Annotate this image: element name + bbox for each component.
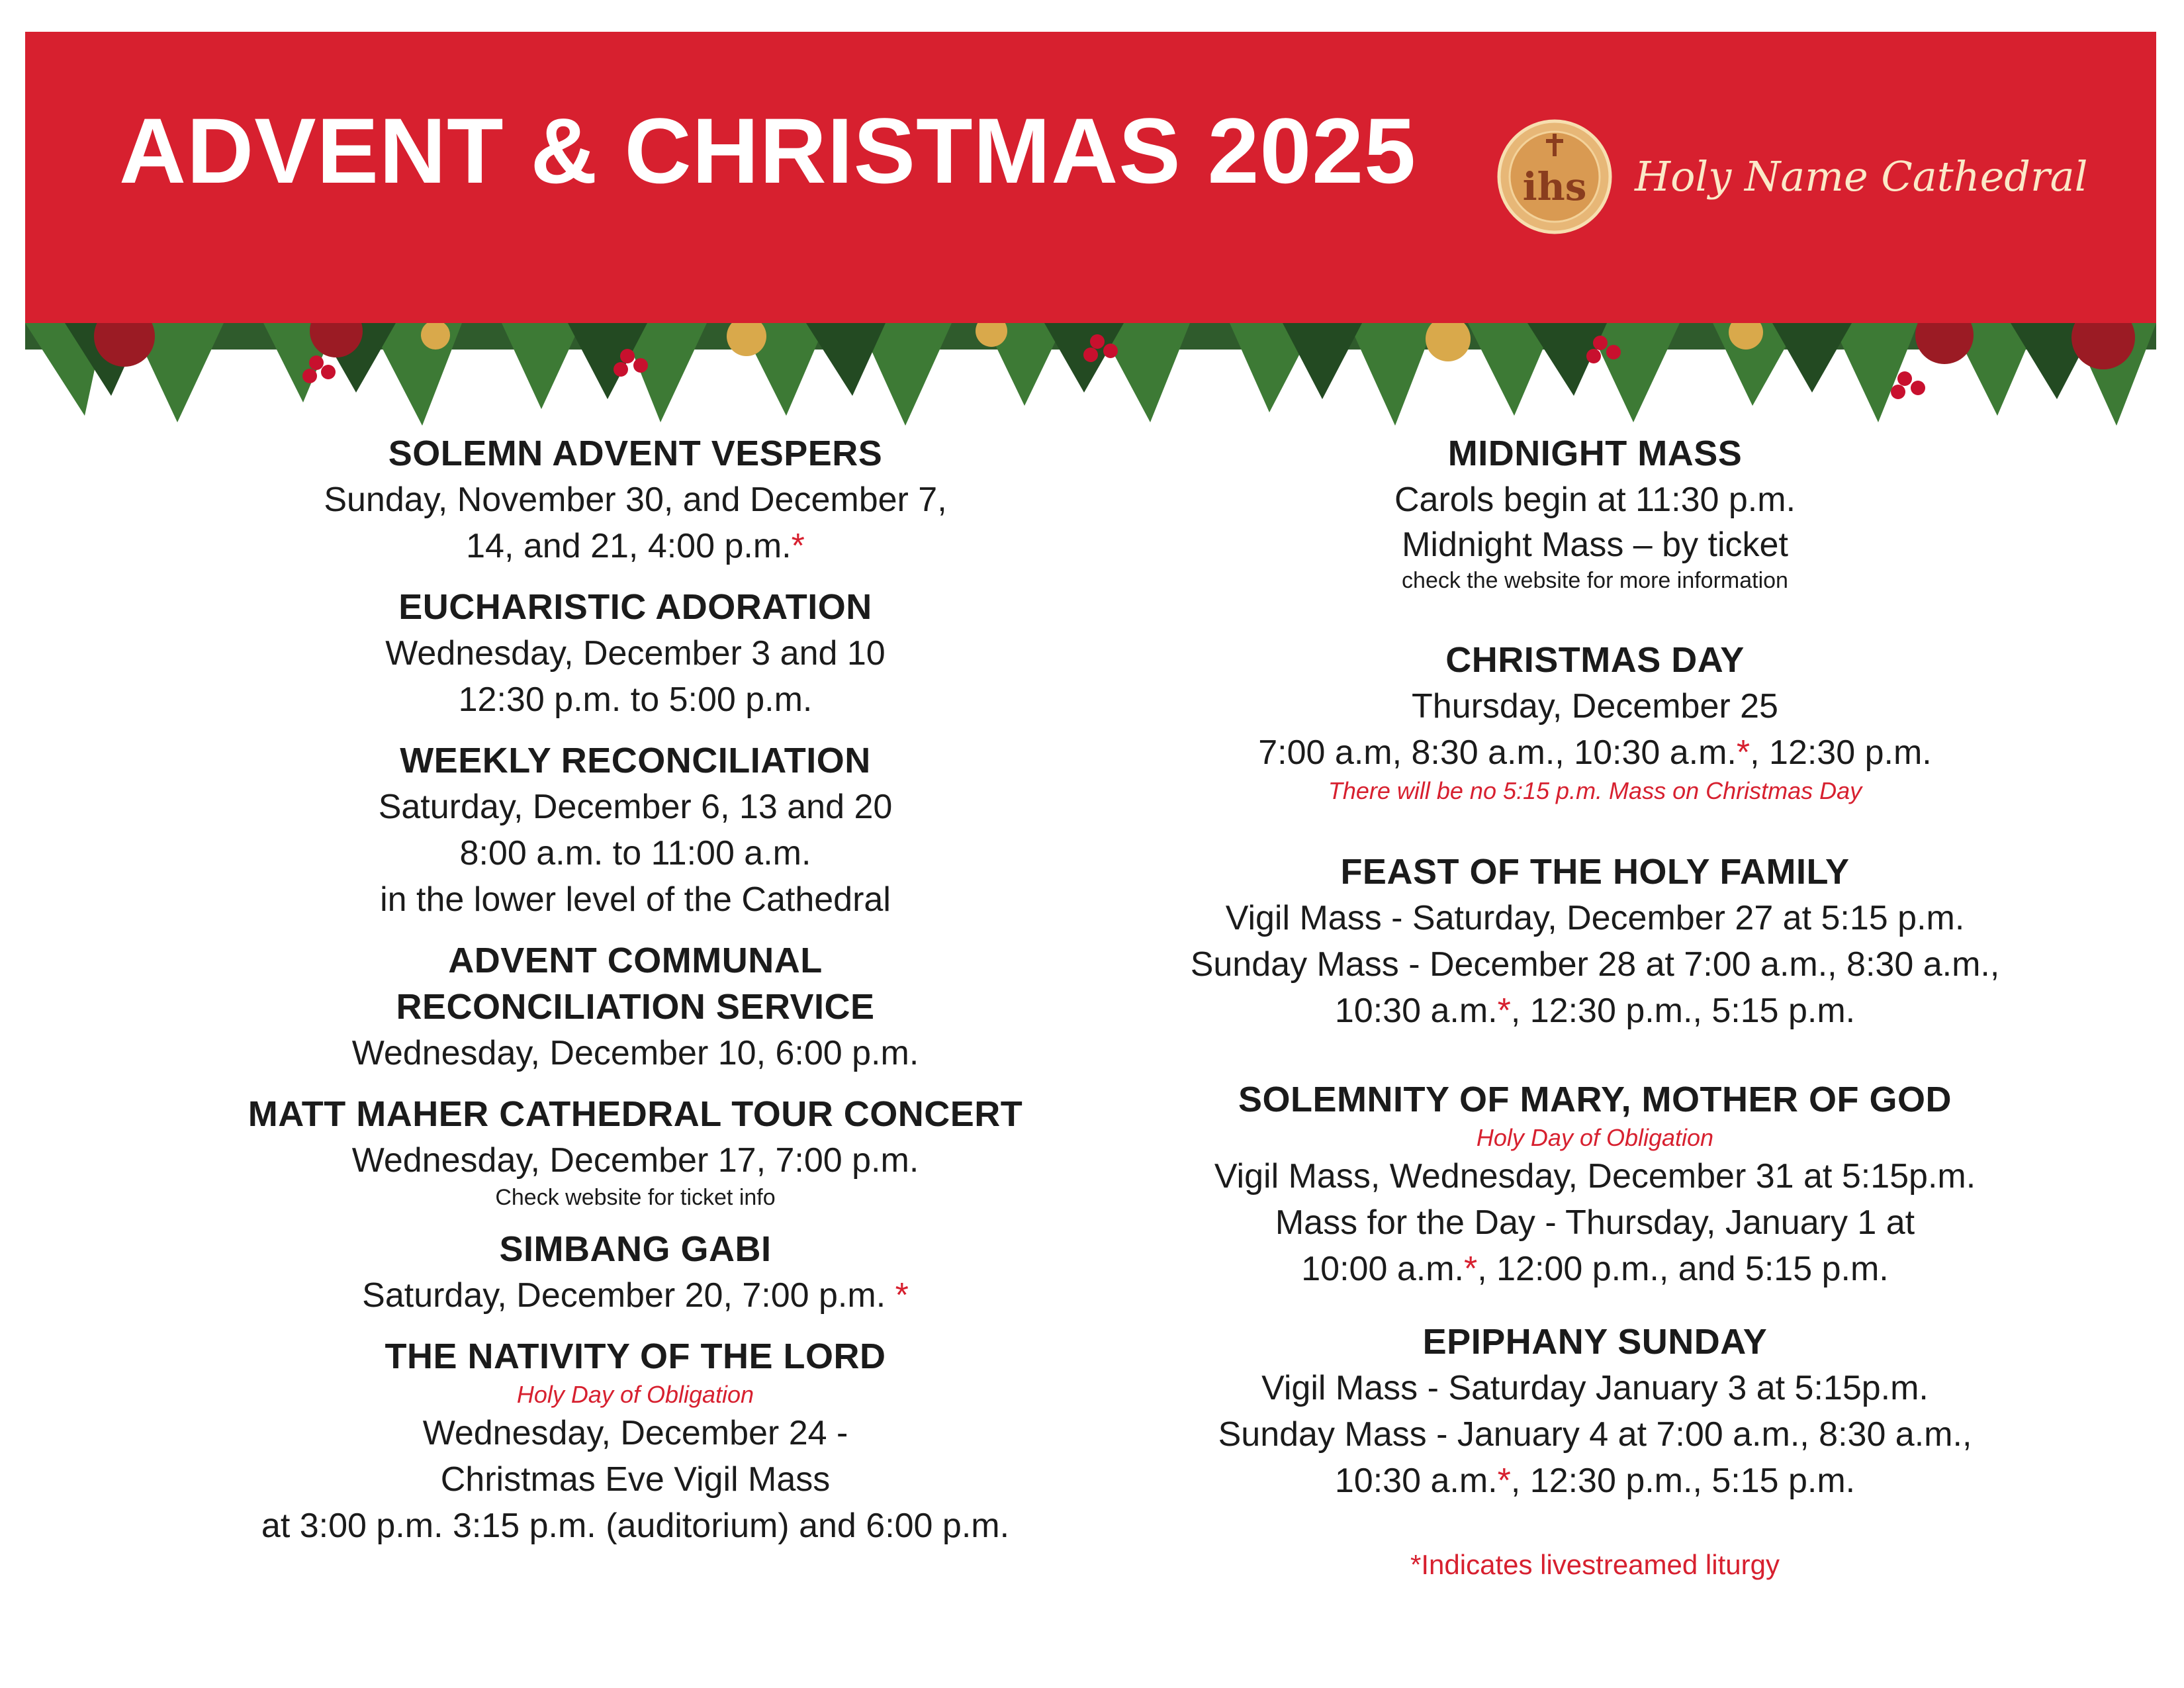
event-title: ADVENT COMMUNAL: [448, 941, 823, 980]
event-epiphany-sunday: [1085, 1319, 2105, 1504]
event-line: Sunday, November 30, and December 7,: [324, 481, 947, 519]
event-midnight-mass: [1085, 430, 2105, 594]
event-line: 10:30 a.m.*, 12:30 p.m., 5:15 p.m.: [1334, 1462, 1856, 1500]
left-column: [132, 430, 1138, 1549]
event-line: Wednesday, December 10, 6:00 p.m.: [351, 1034, 919, 1072]
event-line: Saturday, December 20, 7:00 p.m. *: [362, 1276, 909, 1315]
event-line: Vigil Mass - Saturday, December 27 at 5:15 p.m.: [1225, 899, 1965, 937]
event-title: RECONCILIATION SERVICE: [396, 987, 875, 1027]
event-title: SOLEMNITY OF MARY, MOTHER OF GOD: [1238, 1080, 1952, 1119]
event-line: 8:00 a.m. to 11:00 a.m.: [459, 834, 811, 872]
holy-day-note: Holy Day of Obligation: [516, 1381, 754, 1408]
event-title: MATT MAHER CATHEDRAL TOUR CONCERT: [248, 1094, 1023, 1134]
event-title: CHRISTMAS DAY: [1445, 640, 1745, 680]
event-line: Vigil Mass - Saturday January 3 at 5:15p.m.: [1261, 1369, 1929, 1407]
event-line: Sunday Mass - January 4 at 7:00 a.m., 8:30 a.m.,: [1218, 1415, 1972, 1454]
event-line: Sunday Mass - December 28 at 7:00 a.m., 8:30 a.m.,: [1190, 945, 2000, 984]
event-christmas-day: [1085, 637, 2105, 806]
event-title: MIDNIGHT MASS: [1447, 434, 1743, 473]
event-line: Wednesday, December 3 and 10: [385, 634, 886, 673]
event-line: Wednesday, December 17, 7:00 p.m.: [351, 1141, 919, 1180]
event-line: in the lower level of the Cathedral: [380, 880, 891, 919]
event-small-note: Check website for ticket info: [495, 1185, 776, 1210]
livestream-star: *: [895, 1276, 909, 1315]
livestream-star: *: [1463, 1250, 1478, 1288]
page-title: ADVENT & CHRISTMAS 2025: [119, 99, 1417, 203]
event-line: Vigil Mass, Wednesday, December 31 at 5:15p.m.: [1214, 1157, 1976, 1196]
event-line: Wednesday, December 24 -: [422, 1414, 848, 1452]
event-matt-maher-concert: [132, 1091, 1138, 1211]
seal-monogram: ihs: [1522, 164, 1587, 209]
event-line: at 3:00 p.m. 3:15 p.m. (auditorium) and 6:00 p.m.: [261, 1507, 1010, 1545]
livestream-star: *: [1497, 992, 1511, 1030]
event-title: THE NATIVITY OF THE LORD: [385, 1336, 886, 1376]
event-line: Midnight Mass – by ticket: [1402, 526, 1788, 564]
event-line: 7:00 a.m, 8:30 a.m., 10:30 a.m.*, 12:30 p.m.: [1258, 733, 1932, 772]
event-line: Christmas Eve Vigil Mass: [440, 1460, 831, 1499]
event-feast-of-holy-family: [1085, 849, 2105, 1034]
event-line: Mass for the Day - Thursday, January 1 at: [1275, 1203, 1915, 1242]
event-line: 10:30 a.m.*, 12:30 p.m., 5:15 p.m.: [1334, 992, 1856, 1030]
livestream-footnote: *Indicates livestreamed liturgy: [1410, 1549, 1780, 1580]
event-title: EPIPHANY SUNDAY: [1422, 1322, 1768, 1362]
event-line: Carols begin at 11:30 p.m.: [1394, 481, 1796, 519]
event-line: Saturday, December 6, 13 and 20: [378, 788, 893, 826]
event-line: 10:00 a.m.*, 12:00 p.m., and 5:15 p.m.: [1301, 1250, 1889, 1288]
event-title: SIMBANG GABI: [499, 1229, 772, 1269]
event-advent-communal-reconciliation: [132, 937, 1138, 1076]
event-title: FEAST OF THE HOLY FAMILY: [1340, 852, 1850, 892]
event-line: 14, and 21, 4:00 p.m.*: [466, 527, 805, 565]
holy-day-note: Holy Day of Obligation: [1476, 1124, 1714, 1151]
livestream-star: *: [1736, 733, 1751, 772]
right-column: [1085, 430, 2105, 1583]
cathedral-name: Holy Name Cathedral: [1635, 152, 2088, 201]
livestream-star: *: [1497, 1462, 1511, 1500]
event-solemn-advent-vespers: [132, 430, 1138, 569]
livestream-star: *: [791, 527, 805, 565]
event-weekly-reconciliation: [132, 737, 1138, 923]
ihs-seal-logo: [1497, 119, 1612, 234]
event-line: Thursday, December 25: [1412, 687, 1778, 726]
event-eucharistic-adoration: [132, 584, 1138, 723]
event-solemnity-of-mary: [1085, 1076, 2105, 1292]
event-simbang-gabi: [132, 1226, 1138, 1319]
event-title: WEEKLY RECONCILIATION: [400, 741, 871, 780]
event-title: SOLEMN ADVENT VESPERS: [388, 434, 883, 473]
christmas-day-note: There will be no 5:15 p.m. Mass on Christmas Day: [1328, 777, 1862, 804]
event-nativity-of-the-lord: [132, 1333, 1138, 1549]
event-line: 12:30 p.m. to 5:00 p.m.: [458, 680, 813, 719]
event-title: EUCHARISTIC ADORATION: [398, 587, 872, 627]
garland-decoration: [25, 323, 2156, 429]
event-small-note: check the website for more information: [1402, 568, 1788, 593]
